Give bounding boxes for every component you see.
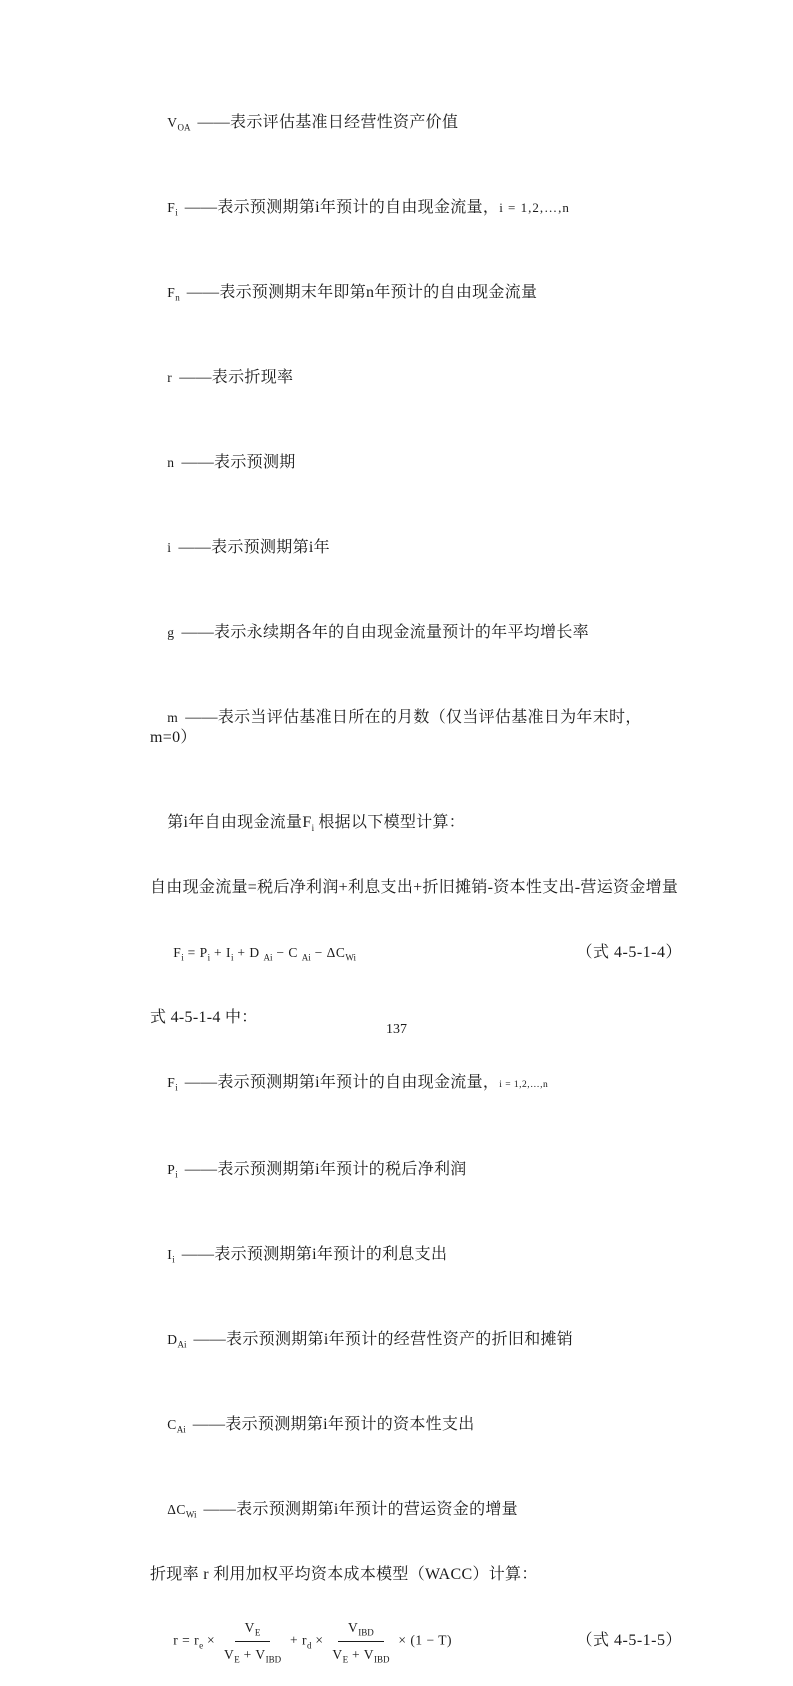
definition-v-oa (150, 93, 682, 153)
definition-text: ——表示当评估基准日所在的月数（仅当评估基准日为年末时，m=0） (150, 709, 642, 746)
definition-text: ——表示预测期第i年 (178, 539, 330, 556)
symbol: g (167, 625, 175, 640)
page-number: 137 (386, 1022, 407, 1037)
formula-expression: $F_i = P_i + I_i + D$ $_{Ai}$ − C $_{Ai} - \Delta C_{Wi}$ (173, 945, 356, 963)
formula-4-5-1-5 (150, 1610, 682, 1672)
definition-g (150, 603, 682, 663)
definition-text: ——表示预测期第i年预计的利息支出 (181, 1246, 448, 1263)
definition-text: ——表示预测期第i年预计的经营性资产的折旧和摊销 (193, 1331, 574, 1348)
symbol: i (167, 540, 172, 555)
symbol: m (167, 710, 179, 725)
definition-f-i (150, 178, 682, 238)
definition-p-i (150, 1140, 682, 1200)
fraction-equity-weight: $\frac{V_E}{V_E + V_{IBD}}$ (223, 1619, 282, 1665)
symbol: $C_{Ai}$ (167, 1417, 186, 1435)
definition-text: ——表示预测期第i年预计的自由现金流量， (184, 199, 500, 216)
definition-text: ——表示预测期末年即第n年预计的自由现金流量 (186, 284, 538, 301)
document-body (150, 93, 682, 1686)
symbol: $F_i$ (167, 200, 178, 218)
formula-4-5-1-4 (150, 923, 682, 983)
definition-text: ——表示预测期第i年预计的营运资金的增量 (203, 1501, 518, 1518)
definition-c-ai (150, 1395, 682, 1455)
formula-label: （式 4-5-1-4） (576, 944, 682, 961)
symbol: $\Delta C_{Wi}$ (167, 1502, 197, 1520)
definition-text: ——表示折现率 (179, 369, 294, 386)
symbol: $V_{OA}$ (167, 115, 191, 133)
symbol: $F_n$ (167, 285, 180, 303)
paragraph-wacc-intro: 折现率 r 利用加权平均资本成本模型（WACC）计算： (150, 1566, 538, 1583)
formula-label: （式 4-5-1-5） (576, 1632, 682, 1649)
symbol: $I_i$ (167, 1247, 175, 1265)
paragraph-fcf-identity: 自由现金流量=税后净利润+利息支出+折旧摊销-资本性支出-营运资金增量 (150, 879, 679, 896)
definition-range: i = 1,2,…,n (499, 200, 570, 215)
definition-text: ——表示预测期第i年预计的自由现金流量， (184, 1074, 500, 1091)
definition-text: ——表示预测期 (181, 454, 296, 471)
formula-expression: $r = r_e$ × $\frac{V_E}{V_E + V_{IBD}}$ + $r_d$ × $\frac{V_{IBD}}{V_E + V_{IBD}}$ × (1 − T) (173, 1619, 452, 1665)
definition-delta-c-wi (150, 1480, 682, 1540)
definition-text: ——表示预测期第i年预计的税后净利润 (184, 1161, 467, 1178)
symbol: r (167, 370, 173, 385)
definition-i-i (150, 1225, 682, 1285)
definition-text: ——表示永续期各年的自由现金流量预计的年平均增长率 (181, 624, 589, 641)
definition-text: ——表示预测期第i年预计的资本性支出 (192, 1416, 475, 1433)
symbol: $F_i$ (167, 1075, 178, 1093)
definition-text: ——表示评估基准日经营性资产价值 (197, 114, 459, 131)
symbol: $P_i$ (167, 1162, 178, 1180)
paragraph-model-intro: 第i年自由现金流量$F_i$ 根据以下模型计算： (167, 814, 466, 834)
definition-f-n (150, 263, 682, 323)
symbol: $D_{Ai}$ (167, 1332, 187, 1350)
definition-m (150, 688, 682, 768)
paragraph-eq1-where: 式 4-5-1-4 中： (150, 1009, 258, 1026)
fraction-debt-weight: $\frac{V_{IBD}}{V_E + V_{IBD}}$ (332, 1619, 390, 1665)
symbol: n (167, 455, 175, 470)
definition-f-i-2 (150, 1053, 682, 1115)
definition-n (150, 433, 682, 493)
definition-d-ai (150, 1310, 682, 1370)
definition-range: i = 1,2,…,n (499, 1080, 549, 1090)
definition-i (150, 518, 682, 578)
definition-r (150, 348, 682, 408)
